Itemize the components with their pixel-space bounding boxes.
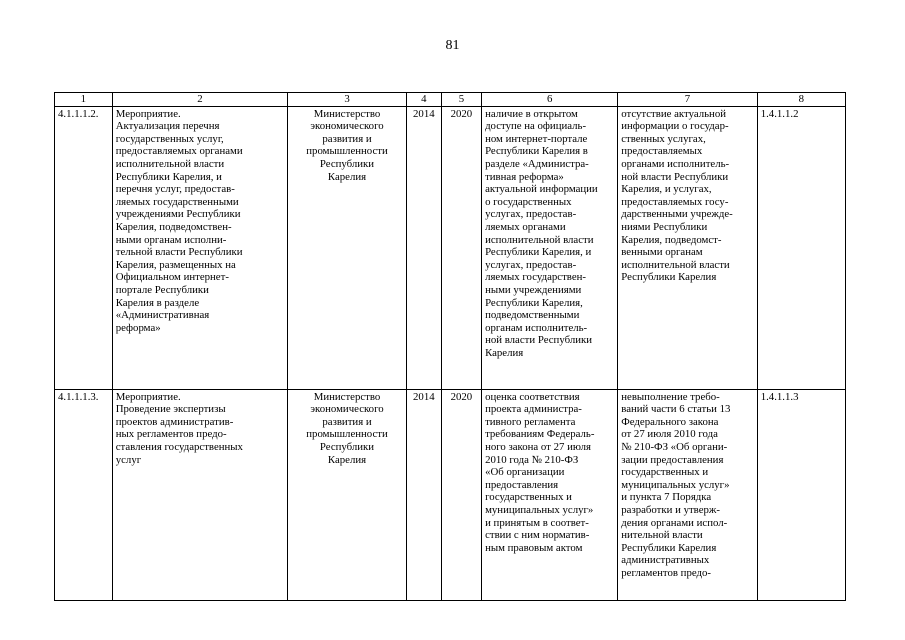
text-line: ной власти Республики: [621, 170, 729, 183]
text-line: доступе на официаль-: [485, 120, 587, 133]
text-line: реформа»: [115, 321, 161, 334]
text-line: тивного регламента: [485, 415, 576, 428]
expected-result: [482, 106, 618, 389]
text-line: услугах, предостав-: [485, 258, 577, 271]
text-line: развития и: [322, 132, 372, 145]
measure-description: [112, 389, 287, 600]
text-line: нительной власти: [621, 529, 703, 542]
text-line: проектов административ-: [115, 415, 234, 428]
column-number: 5: [441, 93, 481, 107]
text-line: актуальной информации: [485, 183, 598, 196]
text-line: ной власти Республики: [485, 334, 593, 347]
text-line: ными органам исполни-: [115, 233, 227, 246]
consequences-of-failure: [618, 106, 757, 389]
text-line: учреждениями Республики: [115, 208, 241, 221]
text-line: регламентов предо-: [621, 566, 711, 579]
text-line: Карелия: [327, 170, 367, 183]
text-line: требованиям Федераль-: [485, 428, 595, 441]
text-line: Проведение экспертизы: [115, 403, 226, 416]
table-row: [55, 389, 846, 600]
text-line: Министерство: [313, 390, 381, 403]
responsible-executor: [288, 106, 407, 389]
linked-indicator: 1.4.1.1.2: [757, 106, 845, 389]
text-line: оценка соответствия: [485, 390, 580, 403]
text-line: Карелия, подведомст-: [621, 233, 722, 246]
column-number: 4: [406, 93, 441, 107]
text-line: зации предоставления: [621, 453, 724, 466]
text-line: государственных и: [621, 466, 709, 479]
text-line: Республики Карелия: [621, 271, 717, 284]
text-line: Карелия, размещенных на: [115, 258, 236, 271]
measures-table: [54, 92, 846, 601]
text-line: органами исполнитель-: [621, 157, 730, 170]
text-line: тивная реформа»: [485, 170, 564, 183]
text-line: предоставляемых органами: [115, 145, 243, 158]
text-line: дения органами испол-: [621, 516, 728, 529]
text-line: Республики: [319, 157, 375, 170]
text-line: «Об организации: [485, 466, 565, 479]
text-line: невыполнение требо-: [621, 390, 720, 403]
column-number: 1: [55, 93, 113, 107]
text-line: Мероприятие.: [115, 107, 181, 120]
text-line: отсутствие актуальной: [621, 107, 727, 120]
text-line: государственных и: [485, 491, 572, 504]
text-line: экономического: [310, 120, 384, 133]
text-line: Карелия: [327, 453, 367, 466]
text-line: государственных услуг,: [115, 132, 224, 145]
text-line: ными учреждениями: [485, 283, 582, 296]
text-line: ных регламентов предо-: [115, 428, 227, 441]
text-line: ственных услугах,: [621, 132, 706, 145]
text-line: «Административная: [115, 309, 210, 322]
text-line: Республики: [319, 440, 375, 453]
text-line: ляемых государствен-: [485, 271, 586, 284]
text-line: услугах, предостав-: [485, 208, 577, 221]
text-line: Республики Карелия: [621, 541, 717, 554]
text-line: промышленности: [306, 145, 388, 158]
text-line: Мероприятие.: [115, 390, 181, 403]
text-line: Республики Карелия, и: [115, 170, 222, 183]
measure-code: 4.1.1.1.2.: [55, 106, 113, 389]
text-line: Карелия, и услугах,: [621, 183, 712, 196]
text-line: 2010 года № 210-ФЗ: [485, 453, 579, 466]
column-number: 6: [482, 93, 618, 107]
text-line: промышленности: [306, 428, 388, 441]
page-number: 81: [445, 38, 460, 53]
text-line: Республики Карелия, и: [485, 246, 592, 259]
text-line: Республики Карелия,: [485, 296, 583, 309]
text-line: подведомственными: [485, 309, 580, 322]
text-line: наличие в открытом: [485, 107, 578, 120]
text-line: предоставляемых госу-: [621, 195, 729, 208]
text-line: муниципальных услуг»: [621, 478, 730, 491]
text-line: проекта администра-: [485, 403, 582, 416]
end-year: 2020: [441, 389, 481, 600]
text-line: ствии с ним норматив-: [485, 529, 590, 542]
text-line: Карелия в разделе: [115, 296, 200, 309]
text-line: Республики Карелия в: [485, 145, 588, 158]
text-line: информации о государ-: [621, 120, 729, 133]
text-line: от 27 июля 2010 года: [621, 428, 718, 441]
text-line: исполнительной власти: [621, 258, 730, 271]
end-year: 2020: [441, 106, 481, 389]
text-line: исполнительной власти: [115, 157, 225, 170]
text-line: перечня услуг, предостав-: [115, 183, 235, 196]
text-line: ного закона от 27 июля: [485, 440, 592, 453]
expected-result: [482, 389, 618, 600]
text-line: Официальном интернет-: [115, 271, 229, 284]
text-line: административных: [621, 554, 710, 567]
column-number: 7: [618, 93, 757, 107]
text-line: и пункта 7 Порядка: [621, 491, 712, 504]
text-line: экономического: [310, 403, 384, 416]
consequences-of-failure: [618, 389, 757, 600]
text-line: о государственных: [485, 195, 572, 208]
measure-description: [112, 106, 287, 389]
text-line: развития и: [322, 415, 372, 428]
text-line: разделе «Администра-: [485, 157, 589, 170]
column-number: 2: [112, 93, 287, 107]
text-line: № 210-ФЗ «Об органи-: [621, 440, 728, 453]
text-line: ляемых государственными: [115, 195, 239, 208]
text-line: ставления государственных: [115, 440, 243, 453]
linked-indicator: 1.4.1.1.3: [757, 389, 845, 600]
text-line: муниципальных услуг»: [485, 503, 594, 516]
responsible-executor: [288, 389, 407, 600]
start-year: 2014: [406, 389, 441, 600]
text-line: ваний части 6 статьи 13: [621, 403, 731, 416]
text-line: и принятым в соответ-: [485, 516, 589, 529]
start-year: 2014: [406, 106, 441, 389]
text-line: Министерство: [313, 107, 381, 120]
table-row: [55, 106, 846, 389]
text-line: исполнительной власти: [485, 233, 594, 246]
text-line: дарственными учрежде-: [621, 208, 733, 221]
column-number: 3: [288, 93, 407, 107]
text-line: услуг: [115, 453, 142, 466]
text-line: предоставления: [485, 478, 559, 491]
text-line: ном интернет-портале: [485, 132, 588, 145]
text-line: венными органам: [621, 246, 703, 259]
column-number-row: [55, 93, 846, 107]
text-line: ляемых органами: [485, 220, 566, 233]
text-line: ным правовым актом: [485, 541, 583, 554]
text-line: Федерального закона: [621, 415, 719, 428]
measure-code: 4.1.1.1.3.: [55, 389, 113, 600]
text-line: портале Республики: [115, 283, 209, 296]
text-line: органам исполнитель-: [485, 321, 588, 334]
text-line: разработки и утверж-: [621, 503, 720, 516]
text-line: предоставляемых: [621, 145, 703, 158]
text-line: Карелия: [485, 346, 524, 359]
text-line: Карелия, подведомствен-: [115, 220, 232, 233]
text-line: тельной власти Республики: [115, 246, 243, 259]
text-line: Актуализация перечня: [115, 120, 220, 133]
column-number: 8: [757, 93, 845, 107]
text-line: ниями Республики: [621, 220, 708, 233]
